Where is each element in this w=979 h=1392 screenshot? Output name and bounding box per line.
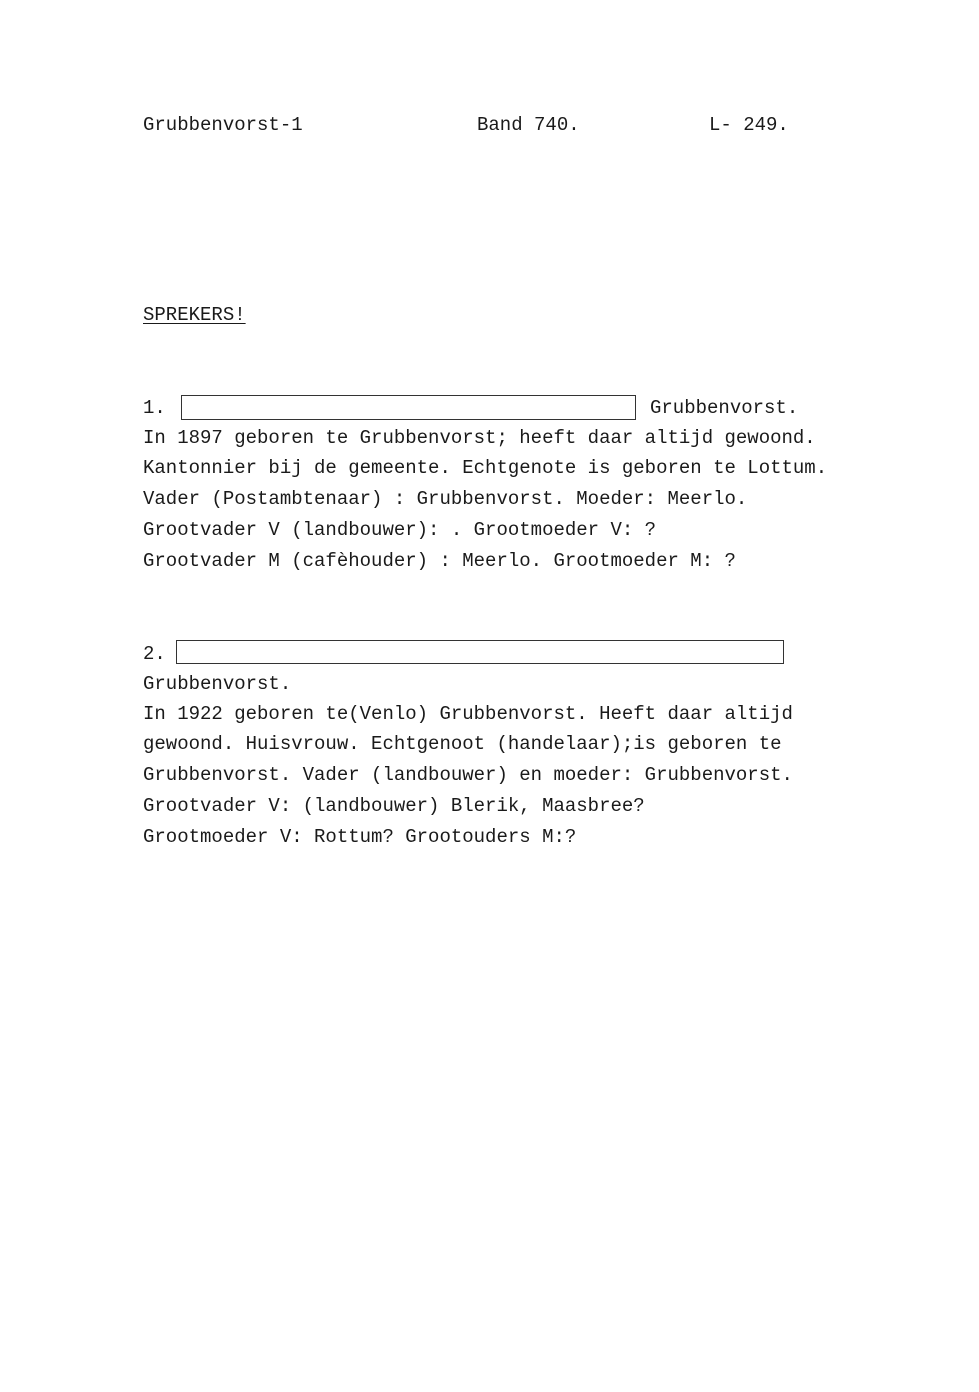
speaker-1-place: Grubbenvorst.: [650, 397, 799, 419]
redacted-name-box: [176, 640, 784, 664]
speaker-2-line: Grootmoeder V: Rottum? Grootouders M:?: [143, 826, 577, 848]
section-heading: SPREKERS!: [143, 304, 246, 326]
speaker-1-number: 1.: [143, 397, 166, 419]
speaker-1-line: Vader (Postambtenaar) : Grubbenvorst. Moeder: Meerlo.: [143, 488, 748, 510]
speaker-1-line: Grootvader M (cafèhouder) : Meerlo. Grootmoeder M: ?: [143, 550, 736, 572]
speaker-1-line: Grootvader V (landbouwer): . Grootmoeder V: ?: [143, 519, 657, 541]
speaker-1-line: In 1897 geboren te Grubbenvorst; heeft daar altijd gewoond.: [143, 427, 816, 449]
speaker-2-line: In 1922 geboren te(Venlo) Grubbenvorst. Heeft daar altijd: [143, 703, 793, 725]
speaker-2-line: Grubbenvorst. Vader (landbouwer) en moeder: Grubbenvorst.: [143, 764, 793, 786]
redacted-name-box: [181, 395, 636, 420]
header-code: L- 249.: [709, 114, 789, 136]
header-band: Band 740.: [477, 114, 580, 136]
speaker-2-line: gewoond. Huisvrouw. Echtgenoot (handelaar);is geboren te: [143, 733, 782, 755]
header-place: Grubbenvorst-1: [143, 114, 303, 136]
speaker-1-line: Kantonnier bij de gemeente. Echtgenote is geboren te Lottum.: [143, 457, 828, 479]
speaker-2-number: 2.: [143, 643, 166, 665]
speaker-2-line: Grubbenvorst.: [143, 673, 292, 695]
speaker-2-line: Grootvader V: (landbouwer) Blerik, Maasbree?: [143, 795, 645, 817]
